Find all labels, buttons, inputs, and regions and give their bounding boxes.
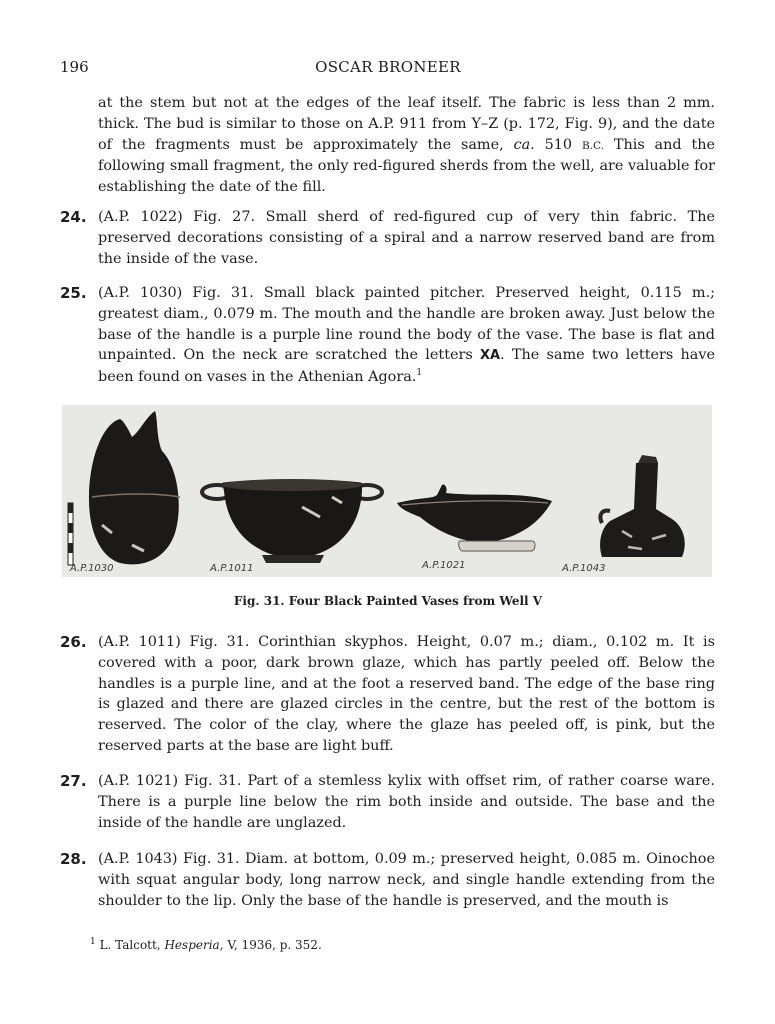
page-header xyxy=(60,58,716,78)
footnote-author: L. Talcott, xyxy=(99,938,161,952)
figure-31-photo xyxy=(62,405,712,577)
figure-caption: Fig. 31. Four Black Painted Vases from Well V xyxy=(233,594,543,608)
entry-number-27: 27. xyxy=(60,772,87,790)
entry-number-26: 26. xyxy=(60,633,87,651)
entry-27-text: (A.P. 1021) Fig. 31. Part of a stemless kylix with offset rim, of rather coarse ware. There is a purple line below the rim both inside and outside. The base and the inside of the handle are unglazed. xyxy=(98,773,715,831)
intro-era: B.C. xyxy=(581,139,604,152)
intro-text: at the stem but not at the edges of the leaf itself. The fabric is less than 2 mm. thick. The bud is similar to those on A.P. 911 from Y–Z (p. 172, Fig. 9), and the date of the fragments must be approximately the same, xyxy=(98,95,715,153)
footnote-marker: 1 xyxy=(90,937,96,947)
vases-photo xyxy=(62,405,712,577)
intro-text-end: This and the following small fragment, the only red-figured sherds from the well, are valuable for establishing the date of the fill. xyxy=(98,136,716,196)
scratched-letters: XA xyxy=(479,348,501,364)
entry-25-text-end: The same two letters have been found on vases in the Athenian Agora. xyxy=(98,347,715,386)
scale-bar xyxy=(68,503,73,565)
entry-25-paragraph: (A.P. 1030) Fig. 31. Small black painted pitcher. Preserved height, 0.115 m.; greatest diam., 0.079 m. The mouth and the handle are broken away. Just below the base of the handle is a purple line round the body of the vase. The base is flat and unpainted. On the neck are scratched the letters XA. The same two letters have been found on vases in the Athenian Agora.$^1$ xyxy=(98,285,715,386)
intro-paragraph xyxy=(98,93,715,198)
figure-label-1030: A.P.1030 xyxy=(70,563,114,574)
entry-25-text: (A.P. 1030) Fig. 31. Small black painted pitcher. Preserved height, 0.115 m.; greatest diam., 0.079 m. The mouth and the handle are broken away. Just below the base of the handle is a purple line round the body of the vase. The base is flat and unpainted. On the neck are scratched the letters xyxy=(98,285,715,364)
entry-number-24: 24. xyxy=(60,208,87,226)
entry-28-text: (A.P. 1043) Fig. 31. Diam. at bottom, 0.09 m.; preserved height, 0.085 m. Oinochoe with squat angular body, long narrow neck, and single handle extending from the shoulder to the lip. Only the base of the handle is preserved, and the mouth is xyxy=(98,851,715,909)
footnote-rest: V, 1936, p. 352. xyxy=(227,938,322,952)
entry-number-25: 25. xyxy=(60,284,87,302)
entry-24-text: (A.P. 1022) Fig. 27. Small sherd of red-figured cup of very thin fabric. The preserved decorations consisting of a spiral and a narrow reserved band are from the inside of the vase. xyxy=(98,209,715,267)
intro-date: 510 xyxy=(544,136,573,153)
page-number: 196 xyxy=(60,58,89,76)
figure-label-1011: A.P.1011 xyxy=(210,563,254,574)
entry-26-text: (A.P. 1011) Fig. 31. Corinthian skyphos. Height, 0.07 m.; diam., 0.102 m. It is covered with a poor, dark brown glaze, which has partly peeled off. Below the handles is a purple line, and at the foot a reserved band. The edge of the base ring is glazed and there are glazed circles in the centre, but the rest of the bottom is reserved. The color of the clay, where the glaze has peeled off, is pink, but the reserved parts at the base are light buff. xyxy=(98,634,715,754)
figure-label-1043: A.P.1043 xyxy=(562,563,606,574)
intro-ca: ca. xyxy=(513,136,535,153)
running-head: OSCAR BRONEER xyxy=(315,58,461,76)
entry-number-28: 28. xyxy=(60,850,87,868)
footnote xyxy=(90,938,322,952)
figure-label-1021: A.P.1021 xyxy=(422,560,466,571)
footnote-journal: Hesperia, xyxy=(164,938,224,952)
footnote-ref: 1 xyxy=(416,368,423,379)
